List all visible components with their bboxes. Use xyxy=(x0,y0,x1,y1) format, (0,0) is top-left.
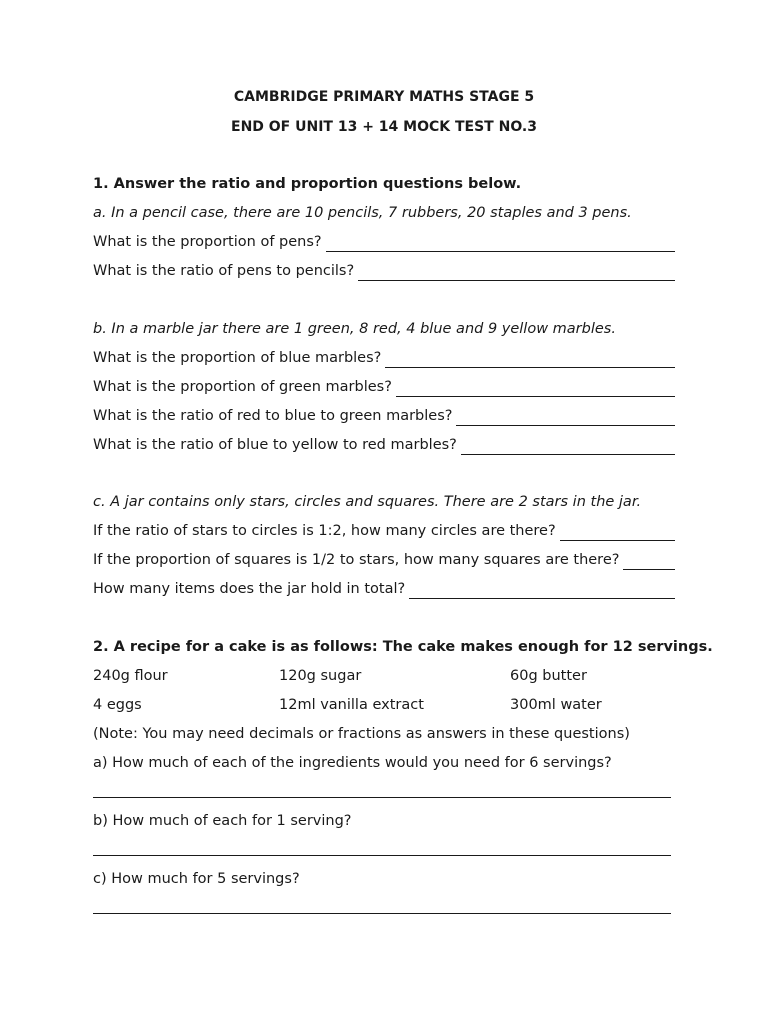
q1b-question-4 xyxy=(93,435,675,455)
answer-blank[interactable] xyxy=(385,353,675,368)
q1c-question-2 xyxy=(93,550,675,570)
q1a-question-2 xyxy=(93,261,675,281)
answer-blank[interactable] xyxy=(456,411,675,426)
question-text: If the proportion of squares is 1/2 to stars, how many squares are there? xyxy=(93,552,620,568)
q1c-scenario: c. A jar contains only stars, circles and squares. There are 2 stars in the jar. xyxy=(93,494,642,510)
q1c-question-3 xyxy=(93,579,675,599)
ingredient: 300ml water xyxy=(510,697,602,713)
answer-blank[interactable] xyxy=(623,555,675,570)
answer-blank[interactable] xyxy=(396,382,675,397)
question-text: What is the ratio of red to blue to green marbles? xyxy=(93,408,453,424)
question-2-heading: 2. A recipe for a cake is as follows: The cake makes enough for 12 servings. xyxy=(93,639,713,655)
question-1-heading: 1. Answer the ratio and proportion questions below. xyxy=(93,176,522,192)
question-text: What is the ratio of blue to yellow to red marbles? xyxy=(93,437,457,453)
question-text: What is the ratio of pens to pencils? xyxy=(93,263,355,279)
question-text: How many items does the jar hold in total? xyxy=(93,581,406,597)
ingredient: 120g sugar xyxy=(279,668,362,684)
q1a-question-1 xyxy=(93,232,675,252)
question-text: If the ratio of stars to circles is 1:2, how many circles are there? xyxy=(93,523,556,539)
ingredient: 4 eggs xyxy=(93,697,142,713)
q1b-scenario: b. In a marble jar there are 1 green, 8 red, 4 blue and 9 yellow marbles. xyxy=(93,321,616,337)
q2b-answer-line[interactable] xyxy=(93,841,671,856)
q2-note: (Note: You may need decimals or fractions as answers in these questions) xyxy=(93,726,630,742)
document-subtitle: END OF UNIT 13 + 14 MOCK TEST NO.3 xyxy=(231,119,537,135)
ingredient: 240g flour xyxy=(93,668,168,684)
q2c-question: c) How much for 5 servings? xyxy=(93,871,300,887)
ingredient: 60g butter xyxy=(510,668,587,684)
q2c-answer-line[interactable] xyxy=(93,899,671,914)
q1c-question-1 xyxy=(93,521,675,541)
answer-blank[interactable] xyxy=(560,526,675,541)
document-title: CAMBRIDGE PRIMARY MATHS STAGE 5 xyxy=(233,89,535,105)
answer-blank[interactable] xyxy=(326,237,675,252)
ingredient-row xyxy=(93,666,683,686)
answer-blank[interactable] xyxy=(358,266,675,281)
answer-blank[interactable] xyxy=(409,584,675,599)
ingredient: 12ml vanilla extract xyxy=(279,697,424,713)
q1a-scenario: a. In a pencil case, there are 10 pencils, 7 rubbers, 20 staples and 3 pens. xyxy=(93,205,632,221)
ingredient-row xyxy=(93,695,683,715)
question-text: What is the proportion of green marbles? xyxy=(93,379,392,395)
q2b-question: b) How much of each for 1 serving? xyxy=(93,813,352,829)
answer-blank[interactable] xyxy=(461,440,675,455)
q1b-question-2 xyxy=(93,377,675,397)
question-text: What is the proportion of blue marbles? xyxy=(93,350,382,366)
q1b-question-3 xyxy=(93,406,675,426)
q2a-question: a) How much of each of the ingredients would you need for 6 servings? xyxy=(93,755,612,771)
question-text: What is the proportion of pens? xyxy=(93,234,322,250)
q1b-question-1 xyxy=(93,348,675,368)
q2a-answer-line[interactable] xyxy=(93,783,671,798)
